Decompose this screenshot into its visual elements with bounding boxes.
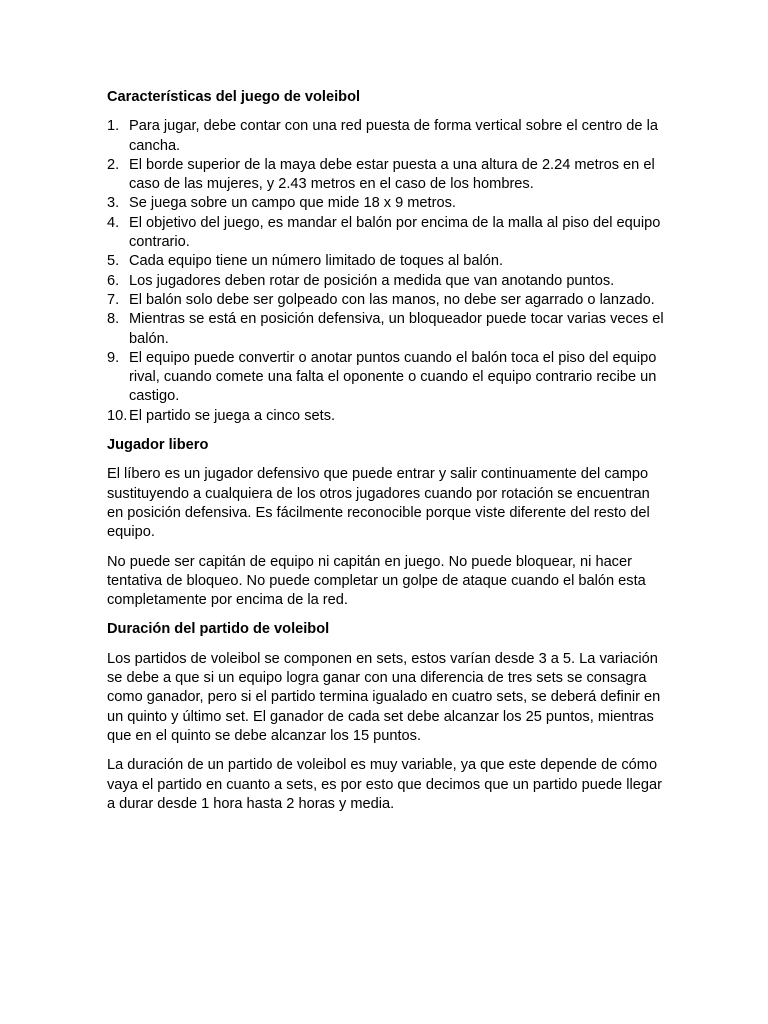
list-item [107, 349, 667, 407]
list-item-text: El partido se juega a cinco sets. [129, 407, 336, 424]
list-item-text: Mientras se está en posición defensiva, un bloqueador puede tocar varias veces el balón. [129, 311, 664, 347]
list-item [107, 272, 667, 291]
list-item-text: El balón solo debe ser golpeado con las manos, no debe ser agarrado o lanzado. [129, 291, 655, 308]
list-item-number: 9. [107, 349, 120, 366]
list-item [107, 156, 667, 195]
libero-paragraph: No puede ser capitán de equipo ni capitán en juego. No puede bloquear, ni hacer tentativa de bloqueo. No puede completar un golpe de ataque cuando el balón esta completamente por encima de la red. [107, 553, 646, 609]
list-item-number: 3. [107, 195, 120, 212]
list-item [107, 291, 667, 310]
list-item-number: 4. [107, 214, 120, 231]
section-title-duracion: Duración del partido de voleibol [107, 621, 330, 638]
caracteristicas-list [107, 117, 667, 426]
list-item-text: Se juega sobre un campo que mide 18 x 9 metros. [129, 195, 456, 212]
section-title-libero: Jugador libero [107, 437, 209, 454]
list-item [107, 407, 667, 426]
list-item-text: El equipo puede convertir o anotar puntos cuando el balón toca el piso del equipo rival, cuando comete una falta el oponente o cuando el equipo contrario recibe un castigo. [129, 349, 657, 405]
list-item-text: Para jugar, debe contar con una red puesta de forma vertical sobre el centro de la cancha. [129, 118, 658, 154]
document-page [107, 88, 667, 824]
list-item-number: 1. [107, 118, 120, 135]
list-item [107, 117, 667, 156]
list-item [107, 310, 667, 349]
list-item [107, 252, 667, 271]
list-item-text: Los jugadores deben rotar de posición a medida que van anotando puntos. [129, 272, 615, 289]
list-item-number: 6. [107, 272, 120, 289]
list-item [107, 194, 667, 213]
list-item-number: 7. [107, 291, 120, 308]
list-item-number: 10. [107, 407, 128, 424]
list-item-text: Cada equipo tiene un número limitado de toques al balón. [129, 253, 504, 270]
section-title-caracteristicas: Características del juego de voleibol [107, 89, 361, 105]
list-item-text: El borde superior de la maya debe estar puesta a una altura de 2.24 metros en el caso de las mujeres, y 2.43 metros en el caso de los hombres. [129, 156, 655, 193]
list-item [107, 214, 667, 253]
duracion-paragraph: La duración de un partido de voleibol es muy variable, ya que este depende de cómo vaya el partido en cuanto a sets, es por esto que decimos que un partido puede llegar a durar desde 1 hora hasta 2 horas y media. [107, 757, 662, 812]
list-item-text: El objetivo del juego, es mandar el balón por encima de la malla al piso del equipo contrario. [129, 214, 661, 251]
duracion-paragraph: Los partidos de voleibol se componen en sets, estos varían desde 3 a 5. La variación se debe a que si un equipo logra ganar con una diferencia de tres sets se consagra como ganador, pero si el partido termina igualado en cuatro sets, se deberá definir en un quinto y último set. El ganador de cada set debe alcanzar los 25 puntos, mientras que en el quinto se debe alcanzar los 15 puntos. [107, 650, 661, 744]
list-item-number: 2. [107, 156, 120, 173]
libero-paragraph: El líbero es un jugador defensivo que puede entrar y salir continuamente del campo sustituyendo a cualquiera de los otros jugadores cuando por rotación se encuentran en posición defensiva. Es fácilmente reconocible porque viste diferente del resto del equipo. [107, 466, 650, 541]
list-item-number: 8. [107, 311, 120, 328]
list-item-number: 5. [107, 253, 120, 270]
